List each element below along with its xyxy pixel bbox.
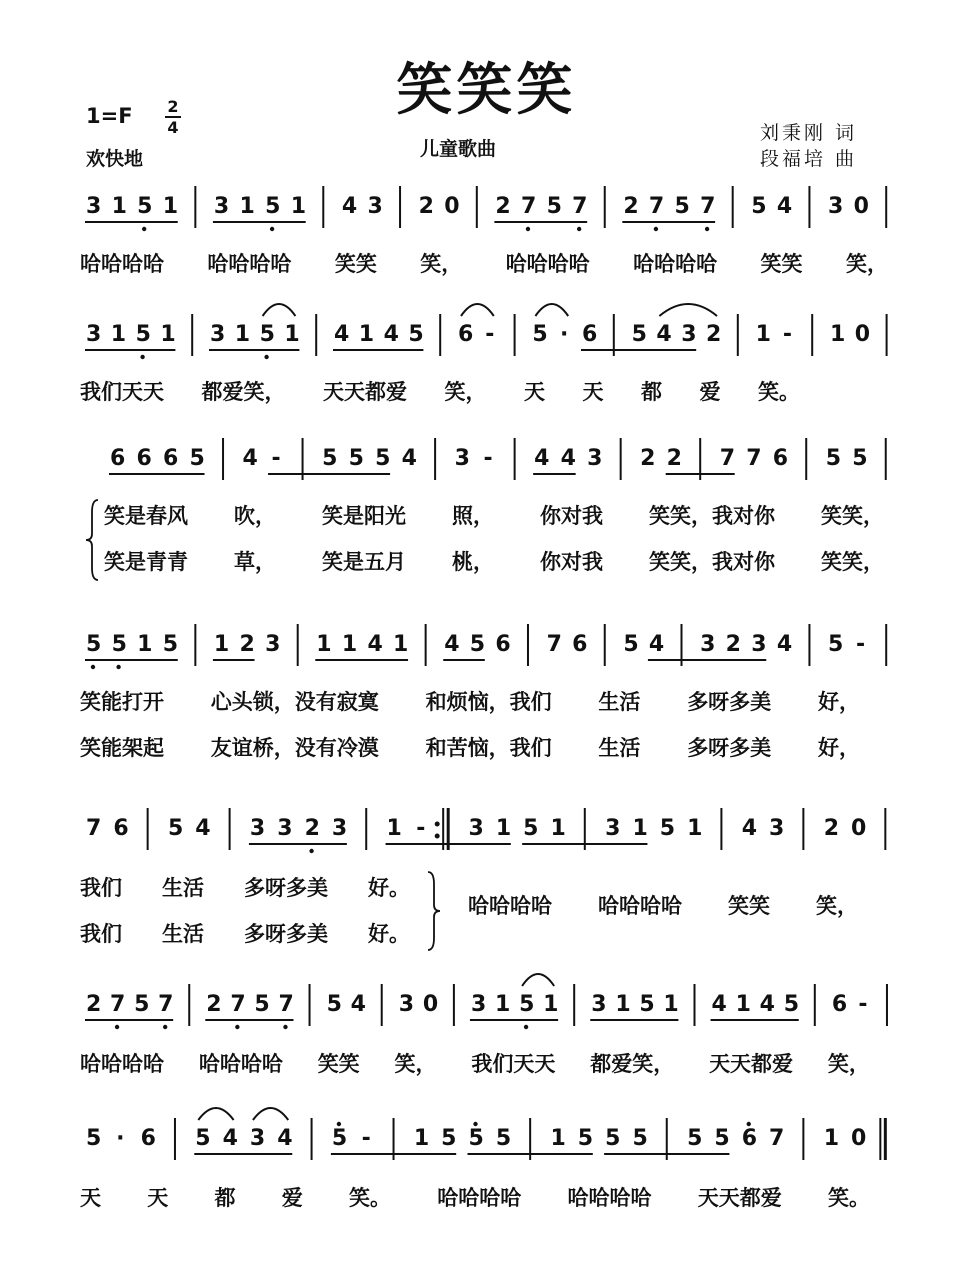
lyric-word: 我们天天 bbox=[471, 1051, 556, 1076]
score-note: 5 bbox=[137, 194, 153, 219]
score-note: 5 bbox=[714, 1126, 730, 1151]
score-note: 5 bbox=[111, 632, 127, 657]
score-note: 1 bbox=[234, 322, 251, 347]
score-note: 5 bbox=[469, 632, 486, 657]
score-note: 6 bbox=[110, 446, 126, 471]
lyric-word: 哈哈哈哈 bbox=[198, 1051, 283, 1076]
score-note: 7 bbox=[719, 446, 735, 471]
score-note: 3 bbox=[751, 632, 767, 657]
score-note: 2 bbox=[418, 194, 434, 219]
score-note: 6 bbox=[495, 632, 511, 657]
lyric-word: 都 bbox=[641, 379, 662, 404]
lyric-word: 哈哈哈哈 bbox=[633, 251, 718, 276]
score-note: 5 bbox=[134, 992, 150, 1017]
score-note: 3 bbox=[86, 194, 102, 219]
lyric-word: 爱 bbox=[699, 379, 721, 404]
score-note: 1 bbox=[663, 992, 679, 1017]
score-note: 1 bbox=[290, 194, 306, 219]
score-note: 3 bbox=[591, 992, 607, 1017]
score-note: 6 bbox=[572, 632, 588, 657]
lyric-word: 笑笑 bbox=[760, 251, 803, 276]
lyric-word: 好。 bbox=[368, 875, 410, 900]
score-note: 0 bbox=[444, 194, 460, 219]
score-note: 7 bbox=[746, 446, 762, 471]
score-note: 5 bbox=[577, 1126, 594, 1151]
score-note: 1 bbox=[823, 1126, 839, 1151]
lyric-word: 哈哈哈哈 bbox=[80, 251, 164, 276]
score-note: 5 bbox=[828, 632, 844, 657]
lyric-line bbox=[468, 890, 858, 920]
lyric-word: 好。 bbox=[368, 921, 410, 946]
score-note: 4 bbox=[776, 194, 793, 219]
score-note: 4 bbox=[367, 632, 383, 657]
score-note: 5 bbox=[852, 446, 868, 471]
score-note: 0 bbox=[854, 322, 871, 347]
score-note: 1 bbox=[687, 816, 703, 841]
lyric-word: 天 bbox=[147, 1185, 169, 1210]
score-note: 2 bbox=[725, 632, 741, 657]
lyric-word: 笑笑， bbox=[821, 503, 884, 528]
lyric-line bbox=[80, 1048, 870, 1078]
score-note: 5 bbox=[659, 816, 676, 841]
score-note: 4 bbox=[401, 446, 417, 471]
score-note: 6 bbox=[136, 446, 152, 471]
lyric-word: 笑笑，我对你 bbox=[649, 503, 775, 528]
genre-label: 儿童歌曲 bbox=[420, 138, 497, 160]
score-note: 5 bbox=[639, 992, 655, 1017]
lyric-word: 都 bbox=[214, 1185, 236, 1210]
score-note: 1 bbox=[162, 194, 179, 219]
lyric-word: 天 bbox=[582, 379, 604, 404]
lyric-word: 照， bbox=[452, 503, 494, 528]
score-note: 5 bbox=[632, 1126, 648, 1151]
score-note: 3 bbox=[249, 1126, 266, 1151]
lyric-word: 笑是青青 bbox=[104, 549, 188, 574]
lyric-word: 多呀多美 bbox=[244, 875, 328, 900]
score-note: 1 bbox=[137, 632, 153, 657]
lyricist-credit: 刘秉刚 词 bbox=[760, 122, 858, 144]
lyric-word: 和苦恼，我们 bbox=[425, 735, 552, 760]
score-note: 7 bbox=[520, 194, 537, 219]
score-note: 5 bbox=[825, 446, 842, 471]
score-note: 5 bbox=[674, 194, 690, 219]
score-note: 5 bbox=[495, 1126, 512, 1151]
score-note: 7 bbox=[86, 816, 102, 841]
score-note: 1 bbox=[358, 322, 375, 347]
score-note: 2 bbox=[239, 632, 255, 657]
score-note: - bbox=[361, 1126, 371, 1151]
score-note: 5 bbox=[331, 1126, 348, 1151]
lyric-word: 哈哈哈哈 bbox=[567, 1185, 652, 1210]
score-note: 5 bbox=[265, 194, 281, 219]
lyric-word: 生活 bbox=[598, 689, 641, 714]
score-note: 3 bbox=[470, 992, 487, 1017]
score-note: 3 bbox=[587, 446, 603, 471]
lyric-word: 笑。 bbox=[349, 1185, 391, 1210]
score-note: 3 bbox=[210, 322, 226, 347]
score-note: 6 bbox=[831, 992, 848, 1017]
score-note: 3 bbox=[769, 816, 785, 841]
score-note: 3 bbox=[86, 322, 102, 347]
score-note: 3 bbox=[681, 322, 697, 347]
score-note: 3 bbox=[277, 816, 293, 841]
tempo-marking: 欢快地 bbox=[86, 148, 144, 170]
lyric-word: 我们天天 bbox=[80, 379, 164, 404]
score-note: 4 bbox=[741, 816, 758, 841]
lyric-line bbox=[104, 500, 884, 530]
song-title: 笑笑笑 bbox=[396, 57, 577, 123]
score-note: 3 bbox=[828, 194, 844, 219]
lyric-word: 笑笑 bbox=[317, 1051, 360, 1076]
score-note: 1 bbox=[550, 816, 566, 841]
lyric-word: 我们 bbox=[80, 921, 122, 946]
lyric-word: 哈哈哈哈 bbox=[207, 251, 292, 276]
score-note: 5 bbox=[348, 446, 364, 471]
score-note: - bbox=[856, 632, 866, 657]
lyric-word: 笑。 bbox=[758, 379, 800, 404]
key-signature: 1=F bbox=[86, 104, 133, 128]
lyric-word: 你对我 bbox=[540, 503, 603, 528]
lyric-word: 笑笑 bbox=[334, 251, 377, 276]
lyric-word: 哈哈哈哈 bbox=[437, 1185, 522, 1210]
lyric-word: 天 bbox=[524, 379, 545, 404]
score-note: 4 bbox=[341, 194, 358, 219]
score-note: 1 bbox=[550, 1126, 566, 1151]
score-note: 3 bbox=[700, 632, 716, 657]
score-note: 2 bbox=[623, 194, 639, 219]
score-note: 7 bbox=[572, 194, 588, 219]
lyric-word: 笑是五月 bbox=[322, 549, 406, 574]
score-note: 7 bbox=[546, 632, 562, 657]
score-note: 1 bbox=[615, 992, 631, 1017]
lyric-word: 笑能打开 bbox=[80, 689, 164, 714]
score-note: 1 bbox=[495, 992, 511, 1017]
score-note: 0 bbox=[422, 992, 439, 1017]
lyric-word: 笑笑，我对你 bbox=[649, 549, 775, 574]
lyric-word: 笑， bbox=[827, 1051, 870, 1076]
lyric-word: 多呀多美 bbox=[687, 735, 772, 760]
score-note: 5 bbox=[322, 446, 338, 471]
lyric-line bbox=[80, 918, 410, 948]
score-note: 5 bbox=[189, 446, 205, 471]
score-note: 6 bbox=[140, 1126, 156, 1151]
score-note: 4 bbox=[195, 816, 211, 841]
lyric-word: 我们 bbox=[80, 875, 122, 900]
lyric-word: 笑是阳光 bbox=[322, 503, 406, 528]
score-note: - bbox=[782, 322, 792, 347]
lyric-word: 好， bbox=[817, 689, 860, 714]
score-note: 7 bbox=[648, 194, 665, 219]
score-note: 4 bbox=[334, 322, 350, 347]
score-note: 4 bbox=[560, 446, 576, 471]
lyric-word: 笑笑， bbox=[821, 549, 884, 574]
score-note: 5 bbox=[687, 1126, 703, 1151]
score-note: 1 bbox=[239, 194, 255, 219]
score-note: 5 bbox=[546, 194, 562, 219]
score-note: 6 bbox=[113, 816, 129, 841]
score-note: 5 bbox=[631, 322, 647, 347]
score-note: 5 bbox=[167, 816, 184, 841]
lyric-word: 天天都爱 bbox=[709, 1051, 794, 1076]
score-note: 6 bbox=[582, 322, 598, 347]
score-note: 4 bbox=[350, 992, 366, 1017]
score-note: 5 bbox=[523, 816, 539, 841]
score-note: 5 bbox=[135, 322, 151, 347]
lyric-word: 都爱笑， bbox=[201, 379, 286, 404]
lyric-word: 笑， bbox=[394, 1051, 437, 1076]
score-note: 0 bbox=[851, 816, 867, 841]
score-note: 5 bbox=[86, 1126, 102, 1151]
lyric-word: 爱 bbox=[281, 1185, 303, 1210]
lyric-word: 生活 bbox=[162, 921, 204, 946]
score-note: 5 bbox=[254, 992, 270, 1017]
score-note: 1 bbox=[213, 632, 230, 657]
lyric-word: 笑， bbox=[816, 893, 858, 918]
score-note: 2 bbox=[640, 446, 656, 471]
score-note: 3 bbox=[398, 992, 415, 1017]
lyric-word: 都爱笑， bbox=[590, 1051, 675, 1076]
score-note: 5 bbox=[783, 992, 800, 1017]
lyric-word: 天 bbox=[80, 1185, 101, 1210]
score-note: 1 bbox=[111, 194, 127, 219]
score-note: 3 bbox=[265, 632, 281, 657]
score-note: 2 bbox=[304, 816, 320, 841]
lyric-word: 笑笑 bbox=[728, 893, 770, 918]
score-note: 6 bbox=[772, 446, 789, 471]
score-note: 3 bbox=[454, 446, 470, 471]
score-note: 2 bbox=[666, 446, 682, 471]
lyric-word: 哈哈哈哈 bbox=[505, 251, 590, 276]
score-note: 5 bbox=[441, 1126, 457, 1151]
score-note: 3 bbox=[605, 816, 621, 841]
score-note: - bbox=[485, 322, 495, 347]
score-note: 3 bbox=[468, 816, 484, 841]
score-note: 6 bbox=[741, 1126, 758, 1151]
score-note: 1 bbox=[393, 632, 409, 657]
score-note: 6 bbox=[458, 322, 474, 347]
score-note: 7 bbox=[158, 992, 174, 1017]
lyric-word: 你对我 bbox=[540, 549, 603, 574]
score-note: 0 bbox=[851, 1126, 867, 1151]
score-note: - bbox=[416, 816, 426, 841]
score-note: 4 bbox=[711, 992, 727, 1017]
lyric-word: 笑。 bbox=[828, 1185, 870, 1210]
score-note: 7 bbox=[230, 992, 246, 1017]
score-note: 7 bbox=[110, 992, 126, 1017]
score-note: 2 bbox=[823, 816, 839, 841]
score-note: 5 bbox=[86, 632, 102, 657]
score-note: 1 bbox=[386, 816, 402, 841]
lyric-word: 笑是春风 bbox=[104, 503, 188, 528]
lyric-word: 生活 bbox=[598, 735, 641, 760]
lyric-word: 心头锁，没有寂寞 bbox=[210, 689, 379, 714]
score-note: 1 bbox=[110, 322, 127, 347]
score-note: 1 bbox=[316, 632, 332, 657]
score-note: 5 bbox=[408, 322, 424, 347]
score-note: 1 bbox=[284, 322, 300, 347]
lyric-line bbox=[104, 546, 884, 576]
score-note: 4 bbox=[222, 1126, 238, 1151]
score-note: 7 bbox=[700, 194, 716, 219]
lyric-word: 和烦恼，我们 bbox=[425, 689, 552, 714]
lyric-word: 吹， bbox=[234, 503, 276, 528]
score-note: 5 bbox=[162, 632, 179, 657]
score-note: 2 bbox=[206, 992, 222, 1017]
lyric-word: 哈哈哈哈 bbox=[598, 893, 682, 918]
lyric-word: 多呀多美 bbox=[687, 689, 772, 714]
score-note: 1 bbox=[543, 992, 559, 1017]
score-note: 1 bbox=[735, 992, 751, 1017]
lyric-word: 笑， bbox=[444, 379, 487, 404]
score-note: 1 bbox=[495, 816, 512, 841]
score-note: 1 bbox=[341, 632, 358, 657]
score-note: 5 bbox=[468, 1126, 484, 1151]
lyric-word: 笑能架起 bbox=[80, 735, 164, 760]
score-note: 5 bbox=[326, 992, 342, 1017]
score-note: 5 bbox=[605, 1126, 621, 1151]
lyric-word: 草， bbox=[234, 549, 276, 574]
score-note: 3 bbox=[331, 816, 348, 841]
score-note: 4 bbox=[656, 322, 672, 347]
score-note: · bbox=[560, 322, 569, 347]
score-note: 1 bbox=[755, 322, 771, 347]
lyric-line bbox=[80, 732, 860, 762]
score-note: 1 bbox=[413, 1126, 430, 1151]
lyric-word: 多呀多美 bbox=[244, 921, 328, 946]
lyric-word: 哈哈哈哈 bbox=[468, 893, 552, 918]
score-note: 5 bbox=[532, 322, 548, 347]
score-note: 3 bbox=[367, 194, 383, 219]
lyric-word: 哈哈哈哈 bbox=[80, 1051, 164, 1076]
score-note: 5 bbox=[519, 992, 535, 1017]
score-note: 4 bbox=[383, 322, 399, 347]
score-note: 5 bbox=[623, 632, 639, 657]
lyric-line bbox=[80, 248, 888, 278]
lyric-word: 生活 bbox=[162, 875, 204, 900]
lyric-word: 天天都爱 bbox=[697, 1185, 782, 1210]
lyric-word: 友谊桥，没有冷漠 bbox=[210, 735, 379, 760]
score-note: 1 bbox=[160, 322, 176, 347]
score-note: 2 bbox=[706, 322, 722, 347]
score-note: 2 bbox=[86, 992, 102, 1017]
score-note: 4 bbox=[648, 632, 665, 657]
score-note: 5 bbox=[195, 1126, 211, 1151]
lyric-word: 笑， bbox=[845, 251, 888, 276]
lyric-line bbox=[80, 376, 800, 406]
time-signature-top: 2 bbox=[167, 97, 179, 116]
composer-credit: 段福培 曲 bbox=[760, 148, 858, 170]
score-note: 7 bbox=[278, 992, 294, 1017]
score-note: 7 bbox=[769, 1126, 785, 1151]
score-note: 4 bbox=[242, 446, 258, 471]
score-note: - bbox=[858, 992, 868, 1017]
score-note: 1 bbox=[830, 322, 846, 347]
score-note: 3 bbox=[249, 816, 266, 841]
lyric-line bbox=[80, 686, 860, 716]
lyric-word: 桃， bbox=[452, 549, 494, 574]
lyric-line bbox=[80, 872, 410, 902]
score-note: 4 bbox=[776, 632, 793, 657]
score-note: 4 bbox=[444, 632, 460, 657]
score-note: 3 bbox=[213, 194, 230, 219]
lyric-line bbox=[80, 1182, 870, 1212]
score-note: 4 bbox=[534, 446, 550, 471]
lyric-word: 笑， bbox=[420, 251, 463, 276]
score-note: 5 bbox=[259, 322, 275, 347]
score-note: 0 bbox=[853, 194, 869, 219]
lyric-word: 好， bbox=[817, 735, 860, 760]
score-note: 5 bbox=[375, 446, 391, 471]
score-note: 1 bbox=[632, 816, 648, 841]
score-note: · bbox=[116, 1126, 125, 1151]
score-note: 2 bbox=[495, 194, 511, 219]
score-note: 5 bbox=[751, 194, 767, 219]
score-note: 4 bbox=[759, 992, 775, 1017]
score-note: - bbox=[483, 446, 493, 471]
score-note: 4 bbox=[277, 1126, 293, 1151]
lyric-word: 天天都爱 bbox=[323, 379, 407, 404]
score-note: - bbox=[271, 446, 281, 471]
score-note: 6 bbox=[163, 446, 179, 471]
time-signature-bottom: 4 bbox=[167, 118, 179, 137]
